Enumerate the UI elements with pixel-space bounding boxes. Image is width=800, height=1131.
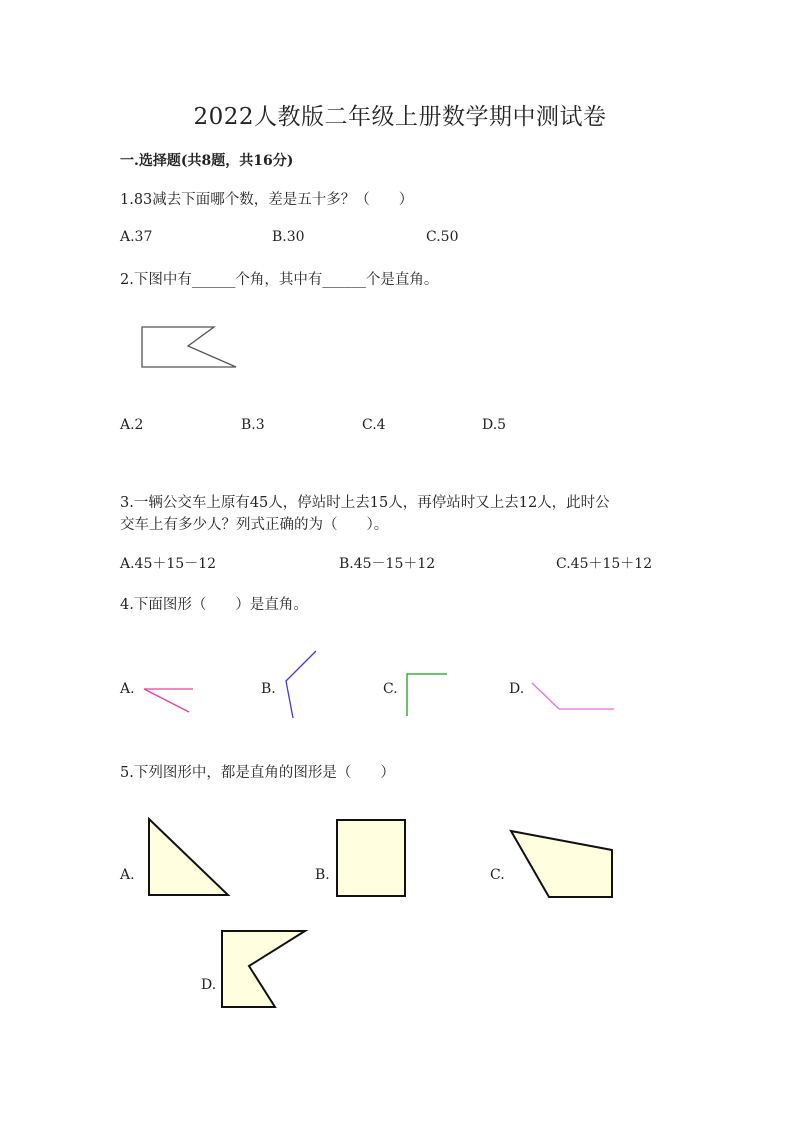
q5-option-d[interactable]: D. [201, 977, 217, 993]
q5-rectangle-shape [337, 820, 405, 896]
q5-option-b[interactable]: B. [315, 867, 330, 883]
q4-option-b[interactable]: B. [261, 681, 276, 697]
q1-option-b[interactable]: B.30 [272, 229, 305, 245]
q4-option-a[interactable]: A. [120, 681, 135, 697]
q1-option-c[interactable]: C.50 [426, 229, 459, 245]
q4-option-c[interactable]: C. [383, 681, 398, 697]
q5-trapezoid-shape [511, 831, 612, 897]
question-5-text: 5.下列图形中，都是直角的图形是（ ） [120, 765, 395, 781]
q2-option-a[interactable]: A.2 [120, 417, 144, 433]
question-4-text: 4.下面图形（ ）是直角。 [120, 597, 308, 613]
q3-option-c[interactable]: C.45＋15＋12 [556, 556, 653, 572]
q2-option-c[interactable]: C.4 [362, 417, 386, 433]
q1-option-a[interactable]: A.37 [120, 229, 153, 245]
q2-option-d[interactable]: D.5 [482, 417, 507, 433]
q2-option-b[interactable]: B.3 [241, 417, 265, 433]
q3-option-b[interactable]: B.45－15＋12 [339, 556, 436, 572]
question-2-text: 2.下图中有______个角，其中有______个是直角。 [120, 272, 439, 288]
q3-option-a[interactable]: A.45＋15－12 [120, 556, 217, 572]
question-3-text-line2: 交车上有多少人？列式正确的为（ ）。 [120, 517, 389, 533]
q5-notched-shape [222, 931, 305, 1007]
section-heading: 一.选择题(共8题，共16分) [120, 153, 294, 169]
page-title: 2022人教版二年级上册数学期中测试卷 [193, 104, 607, 130]
question-1-text: 1.83减去下面哪个数，差是五十多？（ ） [120, 192, 414, 208]
q5-option-c[interactable]: C. [490, 867, 505, 883]
q5-option-a[interactable]: A. [120, 867, 135, 883]
question-3-text-line1: 3.一辆公交车上原有45人，停站时上去15人，再停站时又上去12人，此时公 [120, 495, 610, 511]
q4-option-d[interactable]: D. [509, 681, 525, 697]
q5-triangle-shape [149, 819, 228, 895]
